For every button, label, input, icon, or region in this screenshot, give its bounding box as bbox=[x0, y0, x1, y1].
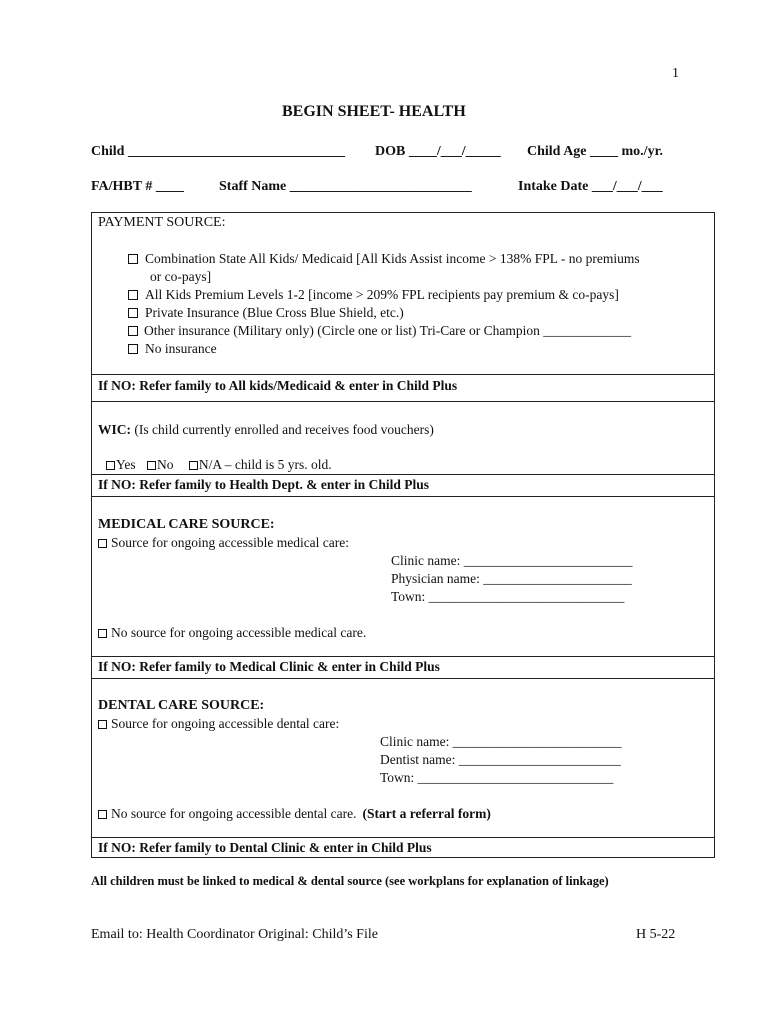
checkbox[interactable] bbox=[128, 326, 138, 336]
payment-option-none[interactable]: No insurance bbox=[128, 341, 217, 357]
divider bbox=[91, 496, 714, 497]
wic-no-option[interactable]: No bbox=[147, 457, 174, 472]
payment-option-medicaid[interactable]: Combination State All Kids/ Medicaid [All Kids Assist income > 138% FPL - no premiums bbox=[128, 251, 640, 267]
page-title: BEGIN SHEET- HEALTH bbox=[282, 103, 466, 120]
checkbox[interactable] bbox=[98, 629, 107, 638]
payment-option-private[interactable]: Private Insurance (Blue Cross Blue Shield, etc.) bbox=[128, 305, 404, 321]
wic-question: WIC: (Is child currently enrolled and receives food vouchers) bbox=[98, 422, 434, 437]
checkbox[interactable] bbox=[106, 461, 115, 470]
divider bbox=[91, 656, 714, 657]
dental-if-no: If NO: Refer family to Dental Clinic & enter in Child Plus bbox=[98, 840, 432, 855]
wic-yes-option[interactable]: Yes bbox=[106, 457, 136, 472]
checkbox[interactable] bbox=[128, 290, 138, 300]
payment-option-medicaid-cont: or co-pays] bbox=[150, 269, 212, 284]
divider bbox=[91, 374, 714, 375]
medical-care-heading: MEDICAL CARE SOURCE: bbox=[98, 517, 275, 532]
payment-option-other[interactable]: Other insurance (Military only) (Circle one or list) Tri-Care or Champion _____________ bbox=[128, 323, 631, 339]
wic-na-option[interactable]: N/A – child is 5 yrs. old. bbox=[189, 457, 332, 472]
checkbox[interactable] bbox=[128, 254, 138, 264]
child-age-field[interactable]: Child Age ____ mo./yr. bbox=[527, 144, 663, 159]
wic-options bbox=[106, 457, 332, 473]
child-name-field[interactable]: Child _______________________________ bbox=[91, 144, 345, 159]
checkbox[interactable] bbox=[128, 344, 138, 354]
checkbox[interactable] bbox=[147, 461, 156, 470]
physician-name-field[interactable]: Physician name: ______________________ bbox=[391, 571, 632, 586]
referral-note: (Start a referral form) bbox=[362, 806, 491, 821]
checkbox[interactable] bbox=[98, 810, 107, 819]
dentist-name-field[interactable]: Dentist name: ________________________ bbox=[380, 752, 621, 767]
checkbox[interactable] bbox=[98, 539, 107, 548]
divider bbox=[91, 401, 714, 402]
checkbox[interactable] bbox=[98, 720, 107, 729]
dental-care-heading: DENTAL CARE SOURCE: bbox=[98, 698, 265, 713]
linkage-note: All children must be linked to medical & dental source (see workplans for explanation of linkage) bbox=[91, 874, 609, 888]
divider bbox=[91, 474, 714, 475]
medical-clinic-name-field[interactable]: Clinic name: _________________________ bbox=[391, 553, 633, 568]
checkbox[interactable] bbox=[189, 461, 198, 470]
payment-source-heading: PAYMENT SOURCE: bbox=[98, 215, 226, 230]
wic-if-no: If NO: Refer family to Health Dept. & enter in Child Plus bbox=[98, 477, 429, 492]
footer-routing: Email to: Health Coordinator Original: Child’s File bbox=[91, 927, 378, 942]
medical-town-field[interactable]: Town: _____________________________ bbox=[391, 589, 625, 604]
divider bbox=[91, 837, 714, 838]
medical-if-no: If NO: Refer family to Medical Clinic & enter in Child Plus bbox=[98, 659, 440, 674]
dental-source-option[interactable]: Source for ongoing accessible dental care: bbox=[98, 716, 339, 732]
dob-field[interactable]: DOB ____/___/_____ bbox=[375, 144, 501, 159]
page-number: 1 bbox=[672, 66, 679, 81]
dental-no-source-option[interactable]: No source for ongoing accessible dental care. (Start a referral form) bbox=[98, 806, 491, 822]
dental-clinic-name-field[interactable]: Clinic name: _________________________ bbox=[380, 734, 622, 749]
divider bbox=[91, 678, 714, 679]
payment-option-allkids-premium[interactable]: All Kids Premium Levels 1-2 [income > 209% FPL recipients pay premium & co-pays] bbox=[128, 287, 619, 303]
medical-no-source-option[interactable]: No source for ongoing accessible medical care. bbox=[98, 625, 366, 641]
dental-town-field[interactable]: Town: _____________________________ bbox=[380, 770, 614, 785]
checkbox[interactable] bbox=[128, 308, 138, 318]
fa-hbt-field[interactable]: FA/HBT # ____ bbox=[91, 179, 184, 194]
intake-date-field[interactable]: Intake Date ___/___/___ bbox=[518, 179, 663, 194]
staff-name-field[interactable]: Staff Name __________________________ bbox=[219, 179, 472, 194]
payment-if-no: If NO: Refer family to All kids/Medicaid & enter in Child Plus bbox=[98, 378, 458, 393]
form-code: H 5-22 bbox=[636, 927, 676, 942]
medical-source-option[interactable]: Source for ongoing accessible medical care: bbox=[98, 535, 349, 551]
